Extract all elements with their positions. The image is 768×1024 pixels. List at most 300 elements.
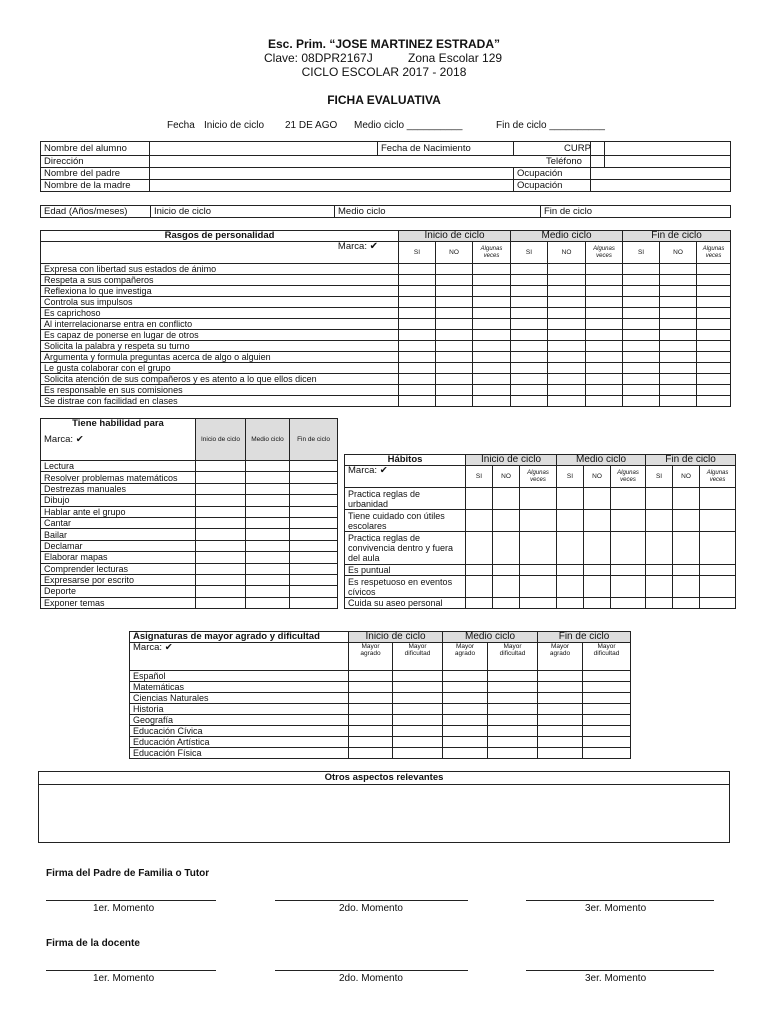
habilidad-check-cell[interactable] (196, 461, 246, 472)
habito-check-cell[interactable] (673, 598, 700, 609)
rasgo-check-cell[interactable] (399, 352, 436, 363)
rasgo-check-cell[interactable] (399, 319, 436, 330)
rasgo-check-cell[interactable] (623, 319, 660, 330)
rasgo-check-cell[interactable] (436, 374, 473, 385)
table-row (41, 385, 731, 396)
habilidad-check-cell[interactable] (196, 517, 246, 528)
asignatura-check-cell[interactable] (583, 748, 631, 759)
rasgo-check-cell[interactable] (511, 341, 548, 352)
asignaturas-period-medio: Medio ciclo (443, 632, 538, 643)
habilidad-check-cell[interactable] (196, 472, 246, 483)
habito-check-cell[interactable] (673, 488, 700, 510)
habito-check-cell[interactable] (584, 510, 611, 532)
asignatura-check-cell[interactable] (443, 737, 488, 748)
asignatura-check-cell[interactable] (443, 748, 488, 759)
rasgo-check-cell[interactable] (473, 374, 511, 385)
habilidad-check-cell[interactable] (290, 483, 338, 494)
habito-check-cell[interactable] (700, 510, 736, 532)
habilidad-check-cell[interactable] (196, 483, 246, 494)
asignatura-check-cell[interactable] (538, 715, 583, 726)
asignatura-check-cell[interactable] (393, 748, 443, 759)
habito-check-cell[interactable] (466, 532, 493, 565)
habilidad-check-cell[interactable] (290, 563, 338, 574)
rasgo-check-cell[interactable] (436, 264, 473, 275)
asignatura-check-cell[interactable] (583, 693, 631, 704)
rasgo-check-cell[interactable] (660, 330, 697, 341)
direccion-field[interactable] (150, 156, 591, 168)
habilidad-check-cell[interactable] (290, 586, 338, 597)
habito-check-cell[interactable] (646, 565, 673, 576)
telefono-field[interactable] (546, 155, 731, 168)
rasgo-check-cell[interactable] (697, 264, 731, 275)
asignatura-check-cell[interactable] (488, 748, 538, 759)
habilidad-check-cell[interactable] (246, 597, 290, 608)
asignatura-check-cell[interactable] (538, 682, 583, 693)
habito-check-cell[interactable] (611, 510, 646, 532)
asignatura-check-cell[interactable] (443, 704, 488, 715)
rasgo-check-cell[interactable] (436, 308, 473, 319)
habilidad-check-cell[interactable] (196, 597, 246, 608)
habilidad-check-cell[interactable] (246, 563, 290, 574)
rasgo-check-cell[interactable] (511, 286, 548, 297)
rasgo-check-cell[interactable] (436, 330, 473, 341)
habilidad-check-cell[interactable] (246, 461, 290, 472)
habito-check-cell[interactable] (611, 488, 646, 510)
rasgo-check-cell[interactable] (548, 374, 586, 385)
rasgo-check-cell[interactable] (399, 363, 436, 374)
habilidad-check-cell[interactable] (290, 540, 338, 551)
asignatura-check-cell[interactable] (443, 693, 488, 704)
habilidad-check-cell[interactable] (290, 517, 338, 528)
rasgo-check-cell[interactable] (399, 396, 436, 407)
rasgo-check-cell[interactable] (548, 396, 586, 407)
asignatura-check-cell[interactable] (583, 704, 631, 715)
rasgo-check-cell[interactable] (586, 352, 623, 363)
habito-check-cell[interactable] (466, 488, 493, 510)
rasgo-check-cell[interactable] (623, 396, 660, 407)
rasgo-check-cell[interactable] (586, 297, 623, 308)
habito-check-cell[interactable] (646, 532, 673, 565)
firma-padre-line-1[interactable] (46, 900, 216, 901)
rasgo-check-cell[interactable] (623, 341, 660, 352)
rasgo-check-cell[interactable] (586, 363, 623, 374)
habilidad-check-cell[interactable] (196, 506, 246, 517)
rasgo-check-cell[interactable] (473, 385, 511, 396)
edad-fin[interactable]: Fin de ciclo (541, 206, 731, 218)
rasgo-check-cell[interactable] (511, 319, 548, 330)
rasgo-check-cell[interactable] (660, 286, 697, 297)
habilidad-check-cell[interactable] (196, 552, 246, 563)
asignatura-check-cell[interactable] (443, 671, 488, 682)
nombre-padre-field[interactable] (150, 168, 514, 180)
asignatura-check-cell[interactable] (349, 726, 393, 737)
rasgo-check-cell[interactable] (697, 330, 731, 341)
asignatura-check-cell[interactable] (488, 715, 538, 726)
rasgo-check-cell[interactable] (473, 308, 511, 319)
asignatura-check-cell[interactable] (488, 737, 538, 748)
rasgo-check-cell[interactable] (623, 264, 660, 275)
edad-medio[interactable]: Medio ciclo (335, 206, 541, 218)
rasgo-check-cell[interactable] (511, 308, 548, 319)
rasgo-check-cell[interactable] (399, 385, 436, 396)
asignatura-check-cell[interactable] (488, 682, 538, 693)
rasgo-check-cell[interactable] (473, 286, 511, 297)
rasgo-check-cell[interactable] (436, 297, 473, 308)
ocupacion-madre-field[interactable] (591, 180, 731, 192)
table-row (41, 308, 731, 319)
rasgo-check-cell[interactable] (548, 319, 586, 330)
habilidad-check-cell[interactable] (196, 495, 246, 506)
rasgo-check-cell[interactable] (436, 385, 473, 396)
rasgo-check-cell[interactable] (697, 396, 731, 407)
habito-check-cell[interactable] (493, 565, 520, 576)
asignatura-check-cell[interactable] (443, 726, 488, 737)
rasgo-check-cell[interactable] (697, 385, 731, 396)
rasgo-check-cell[interactable] (586, 286, 623, 297)
asignatura-check-cell[interactable] (349, 704, 393, 715)
rasgo-check-cell[interactable] (586, 330, 623, 341)
firma-docente-line-3[interactable] (526, 970, 714, 971)
rasgo-check-cell[interactable] (660, 275, 697, 286)
habito-check-cell[interactable] (466, 576, 493, 598)
rasgo-check-cell[interactable] (399, 374, 436, 385)
rasgo-check-cell[interactable] (548, 363, 586, 374)
rasgo-check-cell[interactable] (399, 275, 436, 286)
asignatura-check-cell[interactable] (538, 748, 583, 759)
asignatura-check-cell[interactable] (349, 737, 393, 748)
rasgo-check-cell[interactable] (511, 264, 548, 275)
habilidad-check-cell[interactable] (246, 529, 290, 540)
asignatura-check-cell[interactable] (443, 715, 488, 726)
habito-check-cell[interactable] (584, 576, 611, 598)
rasgo-check-cell[interactable] (586, 319, 623, 330)
asignatura-check-cell[interactable] (583, 726, 631, 737)
habilidad-check-cell[interactable] (290, 506, 338, 517)
habilidad-check-cell[interactable] (290, 495, 338, 506)
rasgo-check-cell[interactable] (548, 330, 586, 341)
habito-check-cell[interactable] (611, 576, 646, 598)
habito-check-cell[interactable] (584, 532, 611, 565)
rasgo-check-cell[interactable] (623, 363, 660, 374)
rasgo-check-cell[interactable] (586, 275, 623, 286)
habitos-col-header-label: Algunas veces (527, 469, 549, 483)
rasgo-check-cell[interactable] (473, 363, 511, 374)
rasgo-check-cell[interactable] (511, 363, 548, 374)
habito-check-cell[interactable] (557, 576, 584, 598)
rasgo-check-cell[interactable] (436, 286, 473, 297)
rasgo-check-cell[interactable] (473, 297, 511, 308)
rasgo-check-cell[interactable] (436, 396, 473, 407)
rasgo-check-cell[interactable] (548, 352, 586, 363)
curp-field[interactable] (564, 142, 731, 156)
rasgo-check-cell[interactable] (697, 319, 731, 330)
firma-docente-line-1[interactable] (46, 970, 216, 971)
rasgo-check-cell[interactable] (511, 385, 548, 396)
habilidad-check-cell[interactable] (290, 461, 338, 472)
rasgo-check-cell[interactable] (697, 374, 731, 385)
check-icon: ✔ (379, 465, 388, 476)
asignatura-check-cell[interactable] (488, 726, 538, 737)
rasgo-check-cell[interactable] (623, 275, 660, 286)
habilidad-check-cell[interactable] (246, 506, 290, 517)
habito-check-cell[interactable] (700, 598, 736, 609)
habito-check-cell[interactable] (584, 565, 611, 576)
rasgo-check-cell[interactable] (586, 385, 623, 396)
habilidad-check-cell[interactable] (290, 472, 338, 483)
rasgo-check-cell[interactable] (511, 374, 548, 385)
asignatura-check-cell[interactable] (538, 671, 583, 682)
rasgo-check-cell[interactable] (660, 264, 697, 275)
rasgo-check-cell[interactable] (586, 264, 623, 275)
habilidad-check-cell[interactable] (196, 563, 246, 574)
fecha-medio[interactable]: Medio ciclo __________ (354, 120, 463, 131)
fecha-fin[interactable]: Fin de ciclo __________ (496, 120, 605, 131)
habilidad-check-cell[interactable] (246, 472, 290, 483)
firma-padre-line-3[interactable] (526, 900, 714, 901)
rasgo-check-cell[interactable] (697, 308, 731, 319)
rasgo-check-cell[interactable] (623, 308, 660, 319)
rasgo-check-cell[interactable] (586, 341, 623, 352)
habilidad-check-cell[interactable] (290, 574, 338, 585)
asignatura-check-cell[interactable] (393, 715, 443, 726)
rasgo-check-cell[interactable] (511, 396, 548, 407)
rasgo-check-cell[interactable] (697, 341, 731, 352)
habito-check-cell[interactable] (466, 565, 493, 576)
rasgo-check-cell[interactable] (586, 396, 623, 407)
rasgo-check-cell[interactable] (697, 363, 731, 374)
habilidad-check-cell[interactable] (290, 552, 338, 563)
asignatura-check-cell[interactable] (488, 704, 538, 715)
rasgo-check-cell[interactable] (399, 341, 436, 352)
rasgo-check-cell[interactable] (660, 297, 697, 308)
otros-field[interactable] (39, 785, 730, 843)
habilidad-check-cell[interactable] (246, 586, 290, 597)
rasgo-check-cell[interactable] (660, 396, 697, 407)
asignatura-check-cell[interactable] (393, 671, 443, 682)
habito-check-cell[interactable] (700, 565, 736, 576)
rasgos-col-header (548, 242, 586, 264)
rasgo-check-cell[interactable] (660, 308, 697, 319)
otros-title: Otros aspectos relevantes (39, 772, 730, 785)
rasgo-check-cell[interactable] (623, 374, 660, 385)
habito-check-cell[interactable] (584, 598, 611, 609)
rasgo-check-cell[interactable] (473, 396, 511, 407)
rasgo-check-cell[interactable] (436, 319, 473, 330)
rasgos-table (40, 230, 731, 407)
asignatura-check-cell[interactable] (349, 693, 393, 704)
habitos-col-header (584, 466, 611, 488)
habito-check-cell[interactable] (646, 510, 673, 532)
rasgo-check-cell[interactable] (697, 352, 731, 363)
habilidad-check-cell[interactable] (196, 529, 246, 540)
rasgo-check-cell[interactable] (548, 297, 586, 308)
habito-check-cell[interactable] (584, 488, 611, 510)
asignatura-check-cell[interactable] (393, 737, 443, 748)
habito-check-cell[interactable] (646, 598, 673, 609)
habito-check-cell[interactable] (520, 510, 557, 532)
asignatura-check-cell[interactable] (393, 693, 443, 704)
rasgos-period-medio: Medio ciclo (511, 231, 623, 242)
habilidad-col-fin-label: Fin de ciclo (297, 436, 330, 443)
habito-check-cell[interactable] (493, 598, 520, 609)
habilidad-check-cell[interactable] (290, 597, 338, 608)
rasgo-check-cell[interactable] (473, 264, 511, 275)
habilidad-check-cell[interactable] (196, 586, 246, 597)
habilidad-check-cell[interactable] (246, 540, 290, 551)
habilidad-check-cell[interactable] (246, 552, 290, 563)
habito-check-cell[interactable] (700, 488, 736, 510)
rasgos-col-header-label: Algunas veces (702, 245, 725, 259)
rasgo-check-cell[interactable] (473, 319, 511, 330)
habito-check-cell[interactable] (673, 510, 700, 532)
table-row (41, 461, 338, 472)
habito-check-cell[interactable] (557, 488, 584, 510)
habilidad-check-cell[interactable] (246, 517, 290, 528)
rasgo-check-cell[interactable] (623, 330, 660, 341)
table-row (130, 737, 631, 748)
habito-check-cell[interactable] (646, 576, 673, 598)
rasgo-check-cell[interactable] (548, 286, 586, 297)
habito-check-cell[interactable] (557, 598, 584, 609)
rasgo-check-cell[interactable] (548, 385, 586, 396)
habito-check-cell[interactable] (646, 488, 673, 510)
rasgos-period-fin: Fin de ciclo (623, 231, 731, 242)
nombre-alumno-field[interactable] (150, 142, 378, 156)
rasgo-check-cell[interactable] (511, 275, 548, 286)
rasgo-check-cell[interactable] (399, 286, 436, 297)
asignatura-label: Geografía (130, 715, 349, 726)
rasgo-check-cell[interactable] (623, 297, 660, 308)
habito-check-cell[interactable] (611, 532, 646, 565)
asignatura-check-cell[interactable] (488, 693, 538, 704)
habito-check-cell[interactable] (673, 565, 700, 576)
rasgo-check-cell[interactable] (548, 275, 586, 286)
rasgo-check-cell[interactable] (623, 286, 660, 297)
habito-check-cell[interactable] (520, 565, 557, 576)
rasgo-check-cell[interactable] (436, 275, 473, 286)
habito-check-cell[interactable] (493, 488, 520, 510)
rasgo-check-cell[interactable] (399, 308, 436, 319)
habito-check-cell[interactable] (557, 532, 584, 565)
rasgo-check-cell[interactable] (511, 297, 548, 308)
asignatura-check-cell[interactable] (583, 671, 631, 682)
asignatura-check-cell[interactable] (538, 726, 583, 737)
asignatura-check-cell[interactable] (393, 726, 443, 737)
habito-check-cell[interactable] (493, 576, 520, 598)
rasgo-check-cell[interactable] (623, 385, 660, 396)
habito-check-cell[interactable] (673, 532, 700, 565)
habilidad-check-cell[interactable] (246, 574, 290, 585)
rasgo-check-cell[interactable] (436, 341, 473, 352)
asignatura-check-cell[interactable] (349, 715, 393, 726)
rasgo-check-cell[interactable] (697, 286, 731, 297)
rasgo-check-cell[interactable] (511, 352, 548, 363)
rasgo-check-cell[interactable] (473, 330, 511, 341)
rasgo-check-cell[interactable] (697, 275, 731, 286)
asignatura-check-cell[interactable] (349, 748, 393, 759)
habito-check-cell[interactable] (520, 532, 557, 565)
nombre-madre-field[interactable] (150, 180, 514, 192)
rasgo-check-cell[interactable] (548, 264, 586, 275)
habilidad-check-cell[interactable] (196, 540, 246, 551)
rasgo-check-cell[interactable] (548, 341, 586, 352)
habito-check-cell[interactable] (700, 532, 736, 565)
rasgo-check-cell[interactable] (473, 275, 511, 286)
fecha-inicio-value[interactable]: 21 DE AGO (285, 120, 338, 131)
rasgo-check-cell[interactable] (399, 264, 436, 275)
rasgo-check-cell[interactable] (548, 308, 586, 319)
rasgo-check-cell[interactable] (473, 352, 511, 363)
rasgo-label: Expresa con libertad sus estados de ánimo (41, 264, 399, 275)
nombre-alumno-label: Nombre del alumno (41, 142, 150, 156)
rasgo-check-cell[interactable] (436, 363, 473, 374)
rasgo-check-cell[interactable] (473, 341, 511, 352)
rasgo-check-cell[interactable] (511, 330, 548, 341)
rasgo-check-cell[interactable] (660, 363, 697, 374)
habito-check-cell[interactable] (520, 488, 557, 510)
edad-inicio[interactable]: Inicio de ciclo (151, 206, 335, 218)
rasgo-check-cell[interactable] (586, 374, 623, 385)
habilidad-check-cell[interactable] (196, 574, 246, 585)
asignatura-check-cell[interactable] (393, 682, 443, 693)
habito-check-cell[interactable] (557, 510, 584, 532)
asignatura-check-cell[interactable] (583, 715, 631, 726)
rasgo-check-cell[interactable] (660, 352, 697, 363)
rasgo-check-cell[interactable] (399, 297, 436, 308)
asignatura-check-cell[interactable] (349, 671, 393, 682)
habilidad-check-cell[interactable] (246, 495, 290, 506)
habito-check-cell[interactable] (466, 510, 493, 532)
rasgo-check-cell[interactable] (697, 297, 731, 308)
rasgo-check-cell[interactable] (660, 374, 697, 385)
rasgo-check-cell[interactable] (586, 308, 623, 319)
habitos-col-header (466, 466, 493, 488)
firma-docente-line-2[interactable] (275, 970, 468, 971)
habito-check-cell[interactable] (673, 576, 700, 598)
habito-check-cell[interactable] (493, 532, 520, 565)
rasgo-check-cell[interactable] (436, 352, 473, 363)
habito-check-cell[interactable] (611, 598, 646, 609)
asignaturas-col-header-label: Mayor agrado (360, 643, 381, 657)
rasgo-check-cell[interactable] (660, 319, 697, 330)
rasgo-check-cell[interactable] (660, 385, 697, 396)
habito-check-cell[interactable] (466, 598, 493, 609)
rasgo-check-cell[interactable] (399, 330, 436, 341)
habito-check-cell[interactable] (557, 565, 584, 576)
habito-check-cell[interactable] (493, 510, 520, 532)
asignatura-check-cell[interactable] (488, 671, 538, 682)
habito-check-cell[interactable] (520, 576, 557, 598)
habilidad-marca-label: Marca: (44, 433, 74, 445)
habilidad-check-cell[interactable] (290, 529, 338, 540)
asignatura-check-cell[interactable] (583, 682, 631, 693)
asignatura-check-cell[interactable] (583, 737, 631, 748)
asignatura-check-cell[interactable] (393, 704, 443, 715)
asignatura-check-cell[interactable] (443, 682, 488, 693)
rasgo-check-cell[interactable] (660, 341, 697, 352)
asignatura-check-cell[interactable] (349, 682, 393, 693)
asignatura-check-cell[interactable] (538, 693, 583, 704)
habito-check-cell[interactable] (611, 565, 646, 576)
firma-padre-line-2[interactable] (275, 900, 468, 901)
habito-check-cell[interactable] (520, 598, 557, 609)
habilidad-check-cell[interactable] (246, 483, 290, 494)
asignatura-check-cell[interactable] (538, 704, 583, 715)
asignatura-check-cell[interactable] (538, 737, 583, 748)
habito-check-cell[interactable] (700, 576, 736, 598)
ocupacion-padre-field[interactable] (591, 168, 731, 180)
rasgo-check-cell[interactable] (623, 352, 660, 363)
